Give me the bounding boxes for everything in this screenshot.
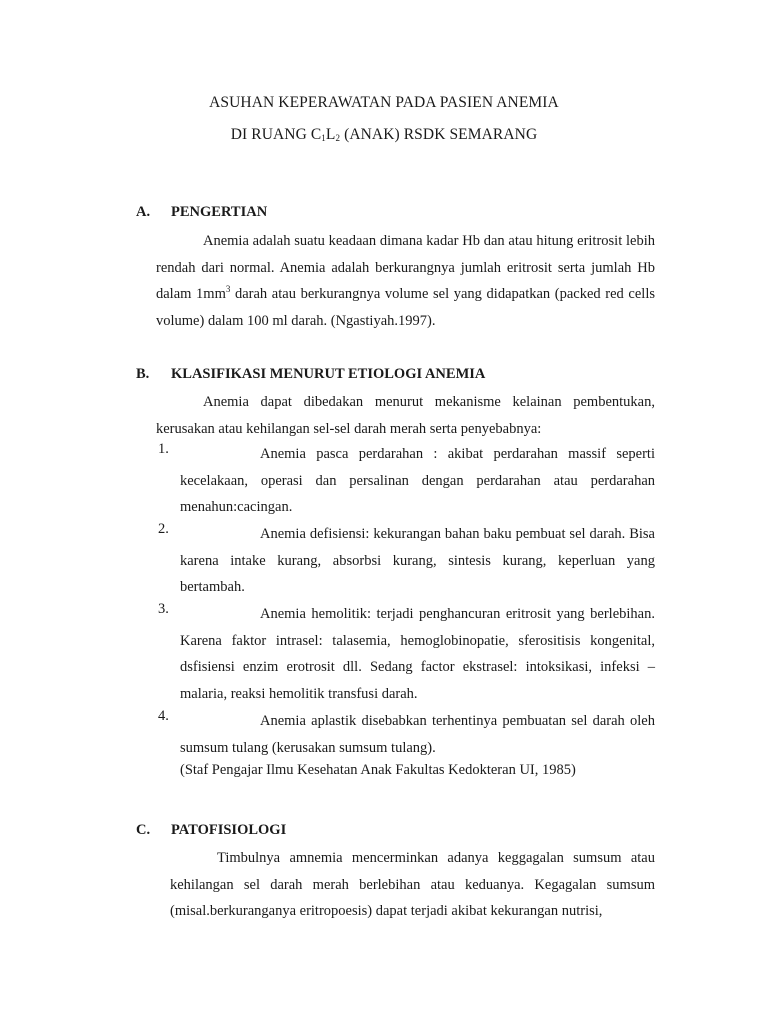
section-a-text-1: Anemia adalah suatu keadaan dimana kadar Hb dan atau hitung eritrosit lebih rendah dari normal. Anemia adalah berkurangnya jumlah eritrosit serta jumlah Hb dalam 1mm bbox=[156, 233, 655, 302]
section-heading-a bbox=[136, 204, 267, 221]
list-item-text: Anemia pasca perdarahan : akibat perdarahan massif seperti kecelakaan, operasi dan persalinan dengan perdarahan atau perdarahan menahun:cacingan. bbox=[180, 446, 655, 515]
list-item-number: 3. bbox=[158, 601, 169, 617]
list-item-text: Anemia aplastik disebabkan terhentinya pembuatan sel darah oleh sumsum tulang (kerusakan sumsum tulang). bbox=[180, 713, 655, 756]
list-item-text: Anemia defisiensi: kekurangan bahan baku pembuat sel darah. Bisa karena intake kurang, absorbsi kurang, sintesis kurang, keperluan yang bertambah. bbox=[180, 526, 655, 595]
list-item-number: 2. bbox=[158, 521, 169, 537]
list-item-number: 4. bbox=[158, 708, 169, 724]
section-c-paragraph: Timbulnya amnemia mencerminkan adanya keggagalan sumsum atau kehilangan sel darah merah berlebihan atau keduanya. Kegagalan sumsum (misal.berkuranganya eritropoesis) dapat terjadi akibat kekurangan nutrisi, bbox=[170, 850, 655, 919]
list-item-text: Anemia hemolitik: terjadi penghancuran eritrosit yang berlebihan. Karena faktor intrasel: talasemia, hemoglobinopatie, sferositisis kongenital, dsfisiensi enzim erotrosit dll. Sedang factor ekstrasel: intoksikasi, infeksi –malaria, reaksi hemolitik transfusi darah. bbox=[180, 606, 655, 702]
section-b-intro: Anemia dapat dibedakan menurut mekanisme kelainan pembentukan, kerusakan atau kehilangan sel-sel darah merah serta penyebabnya: bbox=[156, 394, 655, 437]
document-title-line1: ASUHAN KEPERAWATAN PADA PASIEN ANEMIA bbox=[209, 94, 559, 111]
section-letter-a: A. bbox=[136, 204, 151, 220]
section-a-paragraph bbox=[156, 228, 655, 334]
title-line2-prefix: DI RUANG C bbox=[230, 126, 322, 143]
citation: (Staf Pengajar Ilmu Kesehatan Anak Fakultas Kedokteran UI, 1985) bbox=[180, 762, 576, 778]
title-subscript-2: 2 bbox=[335, 133, 341, 143]
section-letter-b: B. bbox=[136, 366, 150, 382]
section-title-b: KLASIFIKASI MENURUT ETIOLOGI ANEMIA bbox=[171, 366, 486, 382]
section-heading-b bbox=[136, 366, 485, 383]
list-item-number: 1. bbox=[158, 441, 169, 457]
section-a-text-2: darah atau berkurangnya volume sel yang didapatkan (packed red cells volume) dalam 100 ml darah. (Ngastiyah.1997). bbox=[156, 286, 655, 329]
title-subscript-1: 1 bbox=[321, 133, 326, 143]
section-title-a: PENGERTIAN bbox=[171, 204, 268, 220]
document-title-line2 bbox=[0, 126, 768, 144]
superscript-3: 3 bbox=[225, 284, 231, 294]
section-title-c: PATOFISIOLOGI bbox=[171, 822, 287, 838]
title-line2-suffix: (ANAK) RSDK SEMARANG bbox=[340, 126, 538, 143]
section-letter-c: C. bbox=[136, 822, 151, 838]
section-heading-c bbox=[136, 822, 286, 839]
title-line2-mid: L bbox=[325, 126, 336, 143]
